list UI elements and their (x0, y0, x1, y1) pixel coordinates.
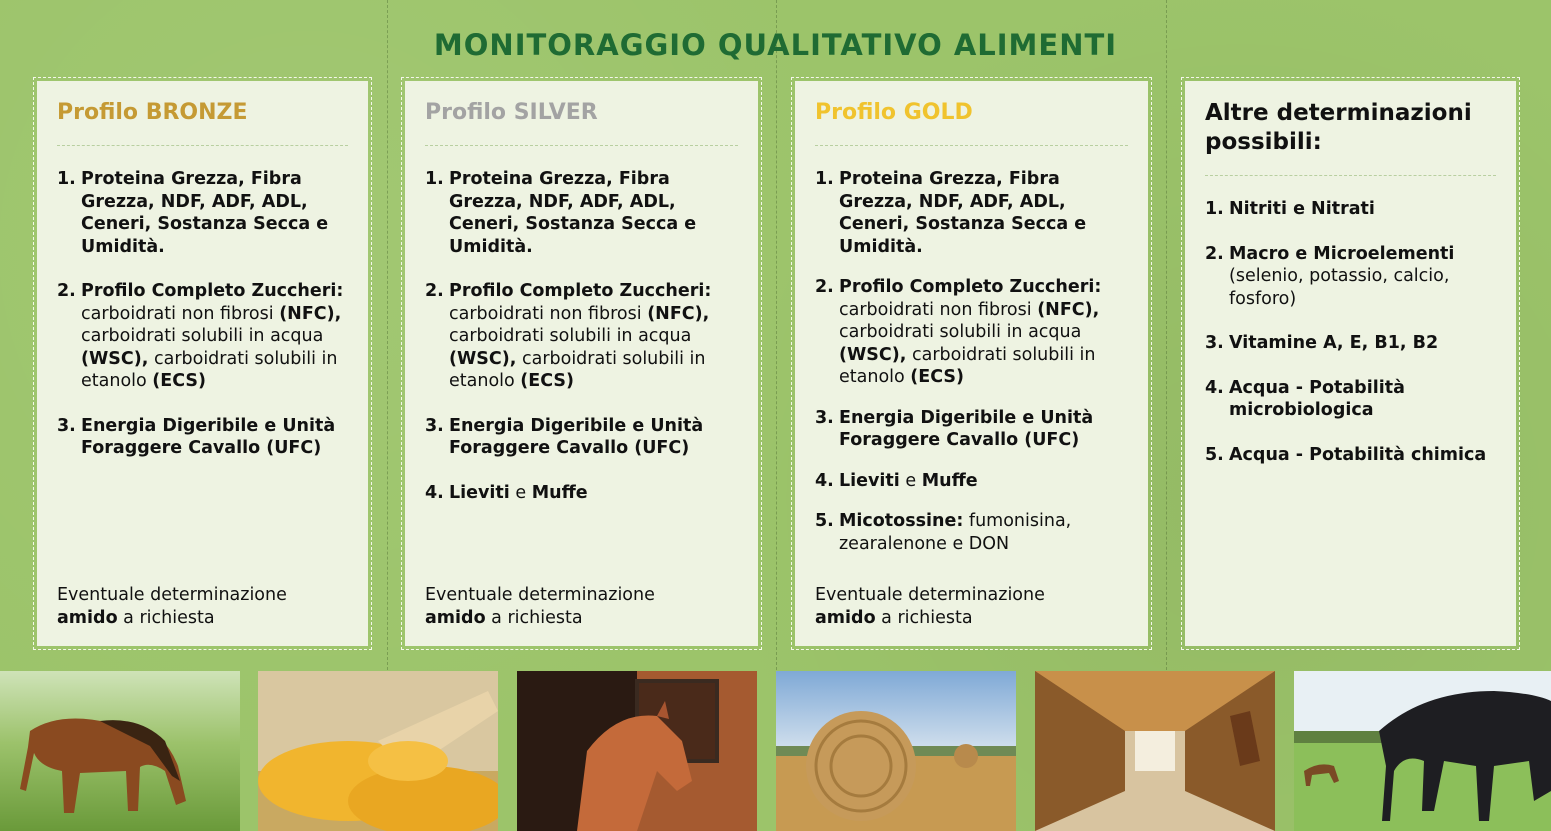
profile-list-bronze (57, 168, 348, 460)
card-divider (57, 145, 348, 146)
item-number: 4. (425, 482, 444, 503)
footer-text: amido (815, 607, 876, 628)
item-text: carboidrati solubili in acqua (839, 322, 1082, 342)
item-number: 1. (815, 169, 834, 189)
item-text: (ECS) (520, 371, 575, 391)
item-number: 2. (57, 281, 76, 301)
list-item (815, 510, 1128, 555)
stable-aisle-photo (1035, 671, 1275, 831)
card-gold (795, 81, 1148, 646)
item-text: fumonisina, zearalenone e DON (839, 511, 1072, 554)
footer-text: a richiesta (117, 607, 215, 628)
card-other (1185, 81, 1516, 646)
horse-grazing-photo (0, 671, 240, 831)
item-text: Proteina Grezza, Fibra Grezza, NDF, ADF, ADL, Ceneri, Sostanza Secca e Umidità. (839, 169, 1087, 257)
item-text: Macro e Microelementi (1229, 243, 1455, 264)
item-number: 1. (425, 169, 444, 189)
item-text: Muffe (531, 482, 588, 503)
card-title-gold: Profilo GOLD (815, 100, 973, 125)
item-text: Lieviti (449, 482, 510, 503)
horse-in-stable-photo (517, 671, 757, 831)
list-item (815, 407, 1128, 452)
item-number: 3. (425, 415, 444, 436)
list-item (57, 280, 348, 393)
item-text: (WSC), (839, 344, 907, 365)
card-footer (57, 584, 287, 629)
card-title-other: Altre determinazioni possibili: (1205, 100, 1472, 155)
item-text: (NFC), (279, 303, 342, 324)
item-number: 2. (1205, 243, 1224, 264)
list-item (815, 276, 1128, 389)
item-number: 1. (57, 169, 76, 189)
item-text: Vitamine A, E, B1, B2 (1229, 333, 1439, 353)
footer-text: amido (57, 607, 118, 628)
page-title: MONITORAGGIO QUALITATIVO ALIMENTI (433, 28, 1118, 62)
list-item (57, 415, 348, 460)
item-text: Muffe (921, 470, 978, 491)
footer-text: Eventuale determinazione (815, 585, 1045, 605)
item-text: e (899, 470, 922, 491)
list-item (425, 415, 738, 460)
item-text: Acqua - Potabilità microbiologica (1229, 377, 1405, 420)
card-footer (425, 584, 655, 629)
card-title-silver: Profilo SILVER (425, 100, 598, 125)
item-number: 4. (1205, 377, 1224, 398)
item-text: (NFC), (647, 303, 710, 324)
footer-text: Eventuale determinazione (425, 585, 655, 605)
black-horse-photo (1294, 671, 1551, 831)
item-text: carboidrati solubili in etanolo (839, 344, 1096, 387)
list-item (1205, 198, 1496, 221)
profile-list-silver (425, 168, 738, 504)
divider-line (1166, 0, 1167, 670)
item-number: 4. (815, 470, 834, 491)
item-text: Proteina Grezza, Fibra Grezza, NDF, ADF, ADL, Ceneri, Sostanza Secca e Umidità. (449, 169, 697, 257)
other-list (1205, 198, 1496, 466)
card-footer (815, 584, 1045, 629)
corn-kernels-photo (258, 671, 498, 831)
list-item (425, 168, 738, 258)
footer-text: amido (425, 607, 486, 628)
list-item (1205, 444, 1496, 467)
list-item (815, 470, 1128, 493)
item-text: Micotossine: (839, 511, 964, 531)
item-text: carboidrati solubili in acqua (449, 326, 692, 346)
footer-text: Eventuale determinazione (57, 585, 287, 605)
list-item (1205, 243, 1496, 311)
item-number: 5. (1205, 444, 1224, 465)
item-text: Profilo Completo Zuccheri: (81, 281, 344, 301)
item-number: 3. (815, 407, 834, 428)
item-text: Energia Digeribile e Unità Foraggere Cavallo (UFC) (449, 415, 704, 458)
item-text: Energia Digeribile e Unità Foraggere Cavallo (UFC) (839, 407, 1094, 450)
item-number: 3. (1205, 333, 1224, 353)
item-text: (ECS) (910, 367, 965, 387)
card-title-bronze: Profilo BRONZE (57, 100, 248, 125)
item-text: carboidrati solubili in acqua (81, 326, 324, 346)
item-text: (NFC), (1037, 299, 1100, 320)
list-item (425, 280, 738, 393)
item-text: Acqua - Potabilità chimica (1229, 444, 1487, 465)
divider-line (387, 0, 388, 670)
item-number: 5. (815, 511, 834, 531)
item-text: Profilo Completo Zuccheri: (449, 281, 712, 301)
list-item (815, 168, 1128, 258)
item-text: carboidrati non fibrosi (839, 299, 1038, 320)
item-number: 2. (815, 277, 834, 297)
item-text: Lieviti (839, 470, 900, 491)
item-text: (ECS) (152, 371, 207, 391)
footer-text: a richiesta (485, 607, 583, 628)
item-text: carboidrati solubili in etanolo (81, 348, 338, 391)
list-item (1205, 377, 1496, 422)
item-number: 1. (1205, 199, 1224, 219)
item-text: Proteina Grezza, Fibra Grezza, NDF, ADF, ADL, Ceneri, Sostanza Secca e Umidità. (81, 169, 329, 257)
list-item (1205, 332, 1496, 355)
list-item (425, 482, 738, 505)
item-text: carboidrati solubili in etanolo (449, 348, 706, 391)
hay-bale-photo (776, 671, 1016, 831)
card-silver (405, 81, 758, 646)
card-bronze (37, 81, 368, 646)
item-text: Energia Digeribile e Unità Foraggere Cavallo (UFC) (81, 415, 336, 458)
item-text: e (509, 482, 532, 503)
item-text: carboidrati non fibrosi (81, 303, 280, 324)
list-item (57, 168, 348, 258)
card-divider (425, 145, 738, 146)
profile-list-gold (815, 168, 1128, 555)
item-text: Nitriti e Nitrati (1229, 199, 1375, 219)
item-text: (WSC), (449, 348, 517, 369)
item-text: (WSC), (81, 348, 149, 369)
item-text: (selenio, potassio, calcio, fosforo) (1229, 266, 1450, 309)
divider-line (776, 0, 777, 670)
item-number: 3. (57, 415, 76, 436)
item-number: 2. (425, 281, 444, 301)
card-divider (815, 145, 1128, 146)
card-divider (1205, 175, 1496, 176)
item-text: Profilo Completo Zuccheri: (839, 277, 1102, 297)
item-text: carboidrati non fibrosi (449, 303, 648, 324)
footer-text: a richiesta (875, 607, 973, 628)
